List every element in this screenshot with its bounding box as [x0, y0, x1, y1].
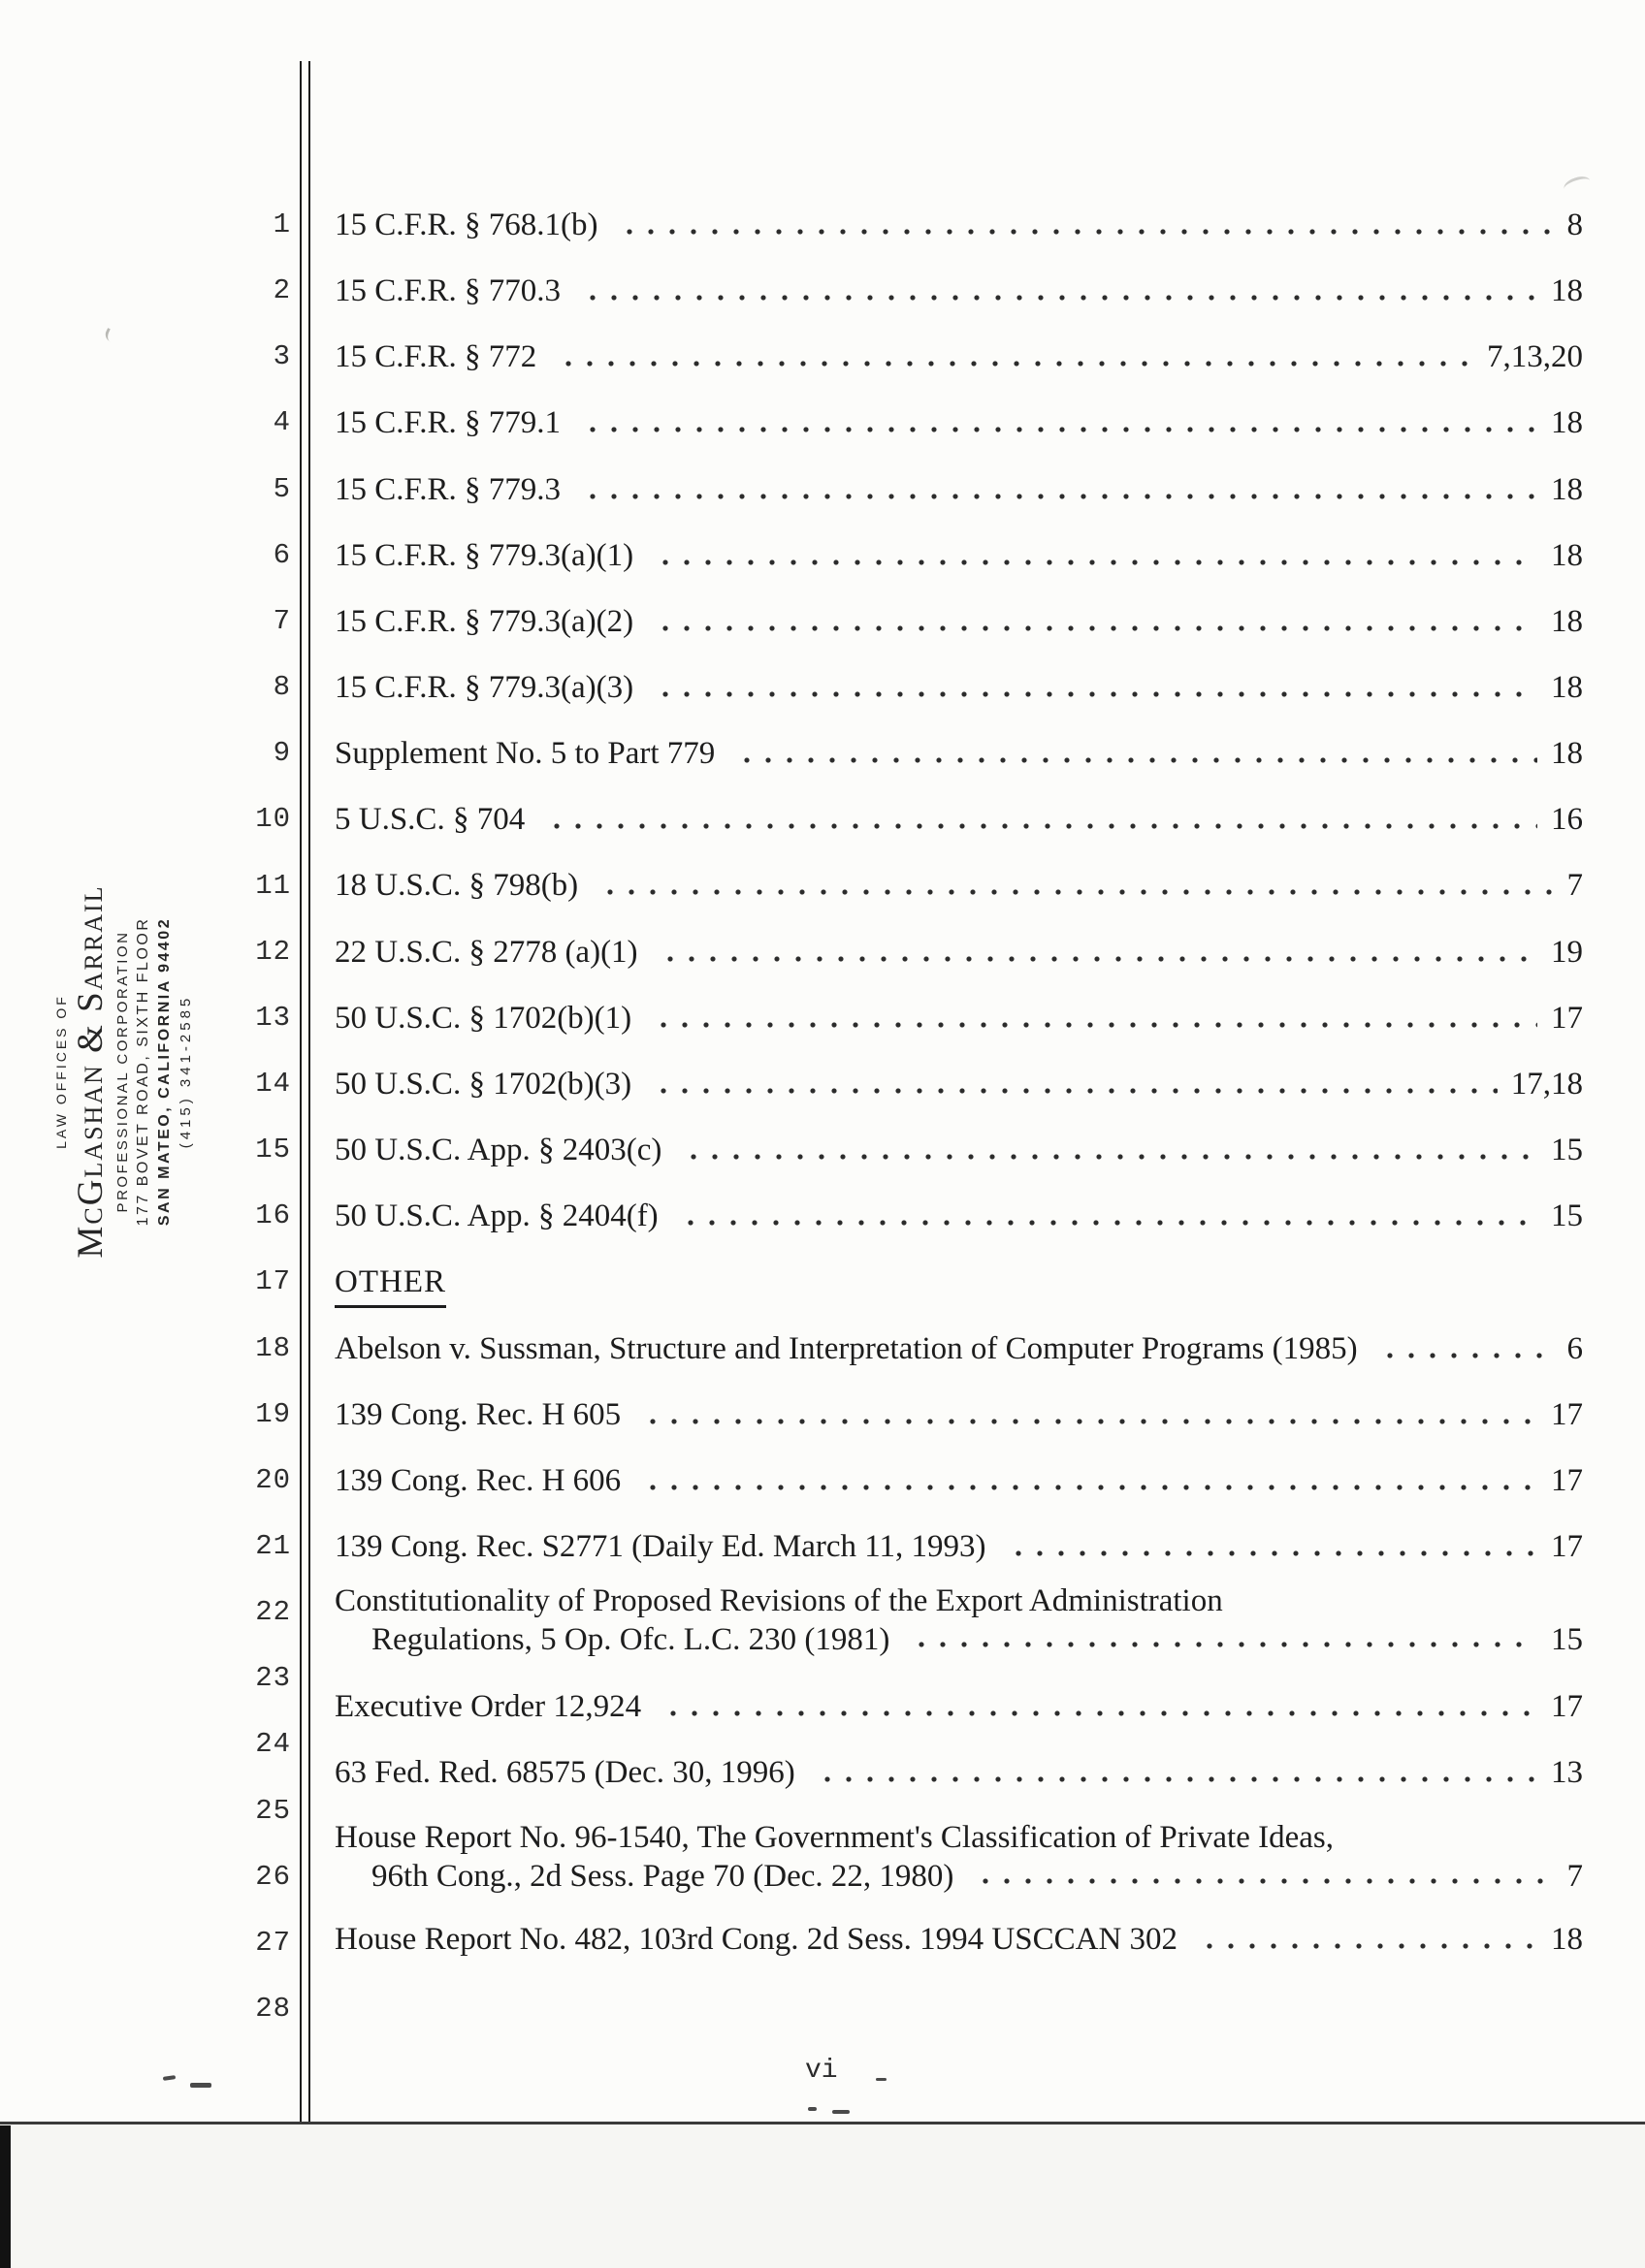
line-number: 6 [273, 538, 291, 571]
scan-artifact-curl [1562, 174, 1592, 196]
dot-leader [1008, 1550, 1537, 1556]
dot-leader [582, 427, 1537, 432]
citation-text: Abelson v. Sussman, Structure and Interpretation of Computer Programs (1985) [335, 1331, 1358, 1366]
dot-leader [655, 625, 1537, 631]
line-number: 28 [255, 1993, 291, 2026]
dot-leader [1199, 1943, 1537, 1949]
page-reference: 8 [1566, 208, 1583, 242]
line-number: 3 [273, 340, 291, 373]
page-reference: 13 [1551, 1755, 1583, 1790]
line-number: 4 [273, 406, 291, 439]
section-heading-text: OTHER [335, 1261, 446, 1308]
citation-text: 50 U.S.C. § 1702(b)(3) [335, 1067, 632, 1102]
page-reference: 19 [1551, 935, 1583, 970]
citation-row [335, 1525, 1583, 1568]
dot-leader [558, 361, 1473, 367]
line-number: 21 [255, 1530, 291, 1562]
page-reference: 7 [1566, 1859, 1583, 1894]
citation-text: 50 U.S.C. App. § 2404(f) [335, 1198, 659, 1233]
scan-artifact-dash [832, 2110, 850, 2114]
citation-row [335, 1581, 1583, 1659]
page-reference: 15 [1551, 1622, 1583, 1657]
stamp-firm-name: McGlashan & Sarrail [71, 884, 111, 1259]
line-number: 14 [255, 1067, 291, 1100]
line-number: 7 [273, 604, 291, 637]
citation-text-line1: House Report No. 96-1540, The Government's Classification of Private Ideas, [335, 1820, 1334, 1855]
page-reference: 6 [1566, 1331, 1583, 1366]
page-reference: 17,18 [1510, 1067, 1583, 1102]
citation-continuation [335, 1857, 1583, 1896]
page-reference: 18 [1551, 1922, 1583, 1957]
line-number: 10 [255, 803, 291, 836]
citation-row [335, 1327, 1583, 1370]
page-reference: 18 [1551, 670, 1583, 705]
dot-leader [599, 889, 1553, 895]
page-reference: 16 [1551, 802, 1583, 837]
line-number: 15 [255, 1134, 291, 1166]
dot-leader [680, 1220, 1537, 1226]
line-number: 18 [255, 1331, 291, 1364]
dot-leader [1379, 1353, 1554, 1358]
law-firm-stamp [53, 819, 209, 1324]
page-number-label: vi [805, 2056, 838, 2086]
citation-row [335, 1918, 1583, 1961]
citation-text: 15 C.F.R. § 779.3(a)(1) [335, 538, 634, 573]
bottom-scan-margin [0, 2124, 1645, 2268]
scan-artifact-dash [190, 2083, 211, 2088]
citation-text: 15 C.F.R. § 772 [335, 339, 537, 374]
citation-row [335, 600, 1583, 643]
citation-text: House Report No. 482, 103rd Cong. 2d Sess. 1994 USCCAN 302 [335, 1922, 1178, 1957]
line-number: 9 [273, 737, 291, 770]
citation-text: 15 C.F.R. § 770.3 [335, 273, 561, 308]
citation-row [335, 798, 1583, 841]
citation-text: 15 C.F.R. § 779.3(a)(2) [335, 604, 634, 639]
citation-text: 15 C.F.R. § 779.3(a)(3) [335, 670, 634, 705]
dot-leader [662, 1710, 1537, 1716]
dot-leader [975, 1878, 1553, 1884]
dot-leader [653, 1022, 1537, 1028]
page-reference: 18 [1551, 472, 1583, 507]
citation-text: 139 Cong. Rec. H 606 [335, 1463, 622, 1498]
line-number: 5 [273, 472, 291, 505]
line-number: 1 [273, 208, 291, 240]
dot-leader [736, 757, 1537, 763]
citation-text-line2: 96th Cong., 2d Sess. Page 70 (Dec. 22, 1980) [371, 1859, 954, 1894]
page-reference: 7,13,20 [1487, 339, 1583, 374]
citation-text: 50 U.S.C. App. § 2403(c) [335, 1133, 662, 1167]
stamp-city-state-zip: SAN MATEO, CALIFORNIA 94402 [156, 916, 173, 1227]
dot-leader [817, 1776, 1537, 1782]
line-number: 17 [255, 1265, 291, 1298]
citation-text: Supplement No. 5 to Part 779 [335, 736, 716, 771]
stamp-law-offices-of: LAW OFFICES OF [53, 994, 69, 1149]
citation-row [335, 1751, 1583, 1794]
citation-text: 15 C.F.R. § 779.1 [335, 405, 561, 440]
citation-row [335, 335, 1583, 378]
citation-text: 15 C.F.R. § 779.3 [335, 472, 561, 507]
citation-row [335, 1818, 1583, 1896]
citation-text: 5 U.S.C. § 704 [335, 802, 526, 837]
dot-leader [655, 559, 1537, 565]
citation-row [335, 1063, 1583, 1105]
citation-text: 139 Cong. Rec. S2771 (Daily Ed. March 11, 1993) [335, 1529, 986, 1564]
citation-row [335, 204, 1583, 246]
page-reference: 17 [1551, 1689, 1583, 1724]
page-reference: 18 [1551, 736, 1583, 771]
citation-text: 63 Fed. Red. 68575 (Dec. 30, 1996) [335, 1755, 795, 1790]
dot-leader [660, 956, 1537, 962]
stamp-phone-number: (415) 341-2585 [177, 994, 194, 1149]
citation-row [335, 534, 1583, 577]
citation-row [335, 732, 1583, 775]
line-number: 13 [255, 1001, 291, 1034]
page-reference: 17 [1551, 1463, 1583, 1498]
line-number: 26 [255, 1860, 291, 1893]
dot-leader [911, 1642, 1537, 1647]
citation-row [335, 1393, 1583, 1436]
citation-text: Executive Order 12,924 [335, 1689, 642, 1724]
scan-artifact-speck [103, 328, 118, 343]
citation-row [335, 468, 1583, 511]
stamp-street-address: 177 BOVET ROAD, SIXTH FLOOR [135, 916, 151, 1227]
line-number: 11 [255, 869, 291, 902]
page-reference: 18 [1551, 273, 1583, 308]
section-heading-row [335, 1261, 1583, 1308]
line-number: 25 [255, 1794, 291, 1827]
citation-row [335, 864, 1583, 907]
dot-leader [619, 229, 1553, 235]
citation-text: 50 U.S.C. § 1702(b)(1) [335, 1001, 632, 1036]
dot-leader [653, 1088, 1498, 1094]
citation-text: 15 C.F.R. § 768.1(b) [335, 208, 598, 242]
page-reference: 17 [1551, 1397, 1583, 1432]
line-number-column [231, 0, 291, 2268]
line-number: 23 [255, 1662, 291, 1695]
page-reference: 17 [1551, 1529, 1583, 1564]
stamp-professional-corporation: PROFESSIONAL CORPORATION [114, 930, 131, 1213]
line-number: 24 [255, 1728, 291, 1761]
line-number: 22 [255, 1596, 291, 1629]
citation-row [335, 931, 1583, 974]
dot-leader [546, 823, 1537, 829]
citation-row [335, 1129, 1583, 1171]
dot-leader [683, 1154, 1537, 1160]
citation-row [335, 1459, 1583, 1502]
dot-leader [642, 1485, 1537, 1490]
line-number: 19 [255, 1397, 291, 1430]
dot-leader [582, 295, 1537, 301]
line-number: 12 [255, 935, 291, 968]
line-number: 2 [273, 274, 291, 307]
scan-artifact-dash [808, 2107, 817, 2111]
page-reference: 15 [1551, 1198, 1583, 1233]
line-number: 20 [255, 1463, 291, 1496]
citation-text-line1: Constitutionality of Proposed Revisions of the Export Administration [335, 1583, 1223, 1618]
citation-text-line2: Regulations, 5 Op. Ofc. L.C. 230 (1981) [371, 1622, 890, 1657]
citation-row [335, 1685, 1583, 1728]
citation-text: 139 Cong. Rec. H 605 [335, 1397, 622, 1432]
page-reference: 18 [1551, 538, 1583, 573]
page-reference: 18 [1551, 405, 1583, 440]
page-reference: 18 [1551, 604, 1583, 639]
dot-leader [582, 494, 1537, 499]
dot-leader [655, 691, 1537, 697]
page-reference: 15 [1551, 1133, 1583, 1167]
citation-row [335, 666, 1583, 709]
scan-artifact-dash [876, 2078, 887, 2081]
line-number: 16 [255, 1199, 291, 1232]
citation-continuation [335, 1620, 1583, 1659]
line-number: 27 [255, 1926, 291, 1959]
pleading-double-rule [300, 61, 310, 2129]
dot-leader [642, 1419, 1537, 1424]
citation-row [335, 270, 1583, 312]
citation-text: 18 U.S.C. § 798(b) [335, 868, 579, 903]
page-reference: 7 [1566, 868, 1583, 903]
citation-row [335, 1195, 1583, 1237]
page-reference: 17 [1551, 1001, 1583, 1036]
line-number: 8 [273, 671, 291, 704]
citation-row [335, 997, 1583, 1039]
citation-text: 22 U.S.C. § 2778 (a)(1) [335, 935, 638, 970]
citation-row [335, 401, 1583, 444]
scan-artifact-dash [163, 2075, 176, 2081]
bottom-left-scan-bar [0, 2125, 11, 2268]
